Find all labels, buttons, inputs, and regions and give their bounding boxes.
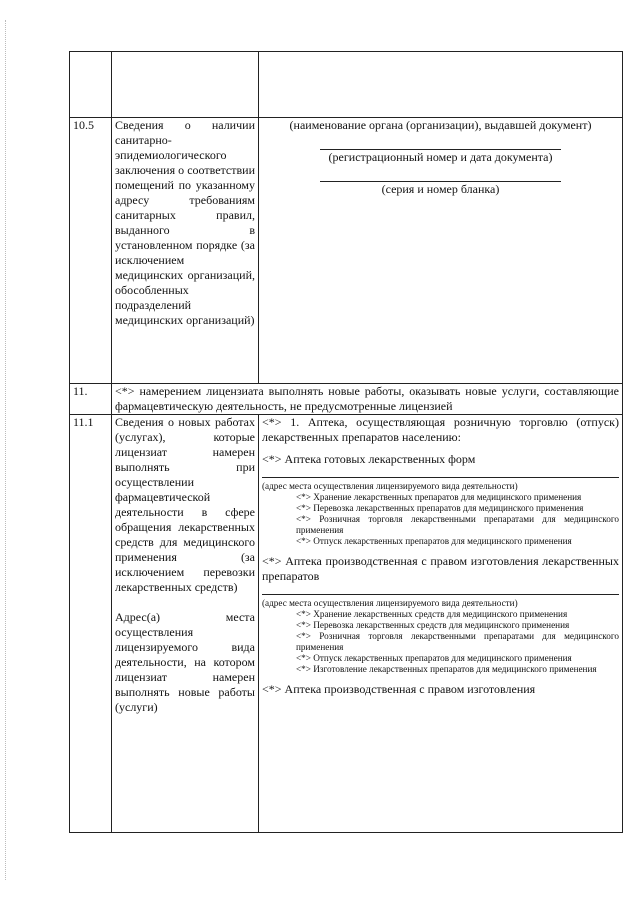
row-content-cell	[259, 52, 623, 118]
service-option: <*> Отпуск лекарственных препаратов для медицинского применения	[296, 536, 572, 546]
row-number-cell: 11.1	[70, 415, 112, 833]
table-row	[70, 118, 623, 384]
series-caption: (серия и номер бланка)	[381, 182, 500, 196]
table-row	[70, 415, 623, 833]
row-description-cell: Сведения о наличии санитарно-эпидемиологического заключения о соответствии помещений по указанному адресу требованиям санитарных правил, выданного в установленном порядке (за исключением медицинских организаций, обособленных подразделений медицинских организаций)	[112, 118, 259, 384]
row-number-cell: 10.5	[70, 118, 112, 384]
service-option: <*> Изготовление лекарственных препаратов для медицинского применения	[296, 664, 597, 674]
pharmacy-retail-heading: <*> 1. Аптека, осуществляющая розничную торговлю (отпуск) лекарственных препаратов населению:	[262, 415, 619, 444]
pharmacy-ready-forms-option: <*> Аптека готовых лекарственных форм	[262, 452, 476, 466]
scan-edge-line	[5, 20, 6, 880]
row-description-cell	[112, 415, 259, 833]
row-content-cell	[259, 415, 623, 833]
underline-field	[320, 133, 561, 150]
row-number-cell	[70, 52, 112, 118]
service-option: <*> Перевозка лекарственных препаратов для медицинского применения	[296, 503, 584, 513]
pharmacy-production-option: <*> Аптека производственная с правом изготовления лекарственных препаратов	[262, 554, 619, 583]
row-description-cell	[112, 52, 259, 118]
pharmacy-production-option: <*> Аптека производственная с правом изготовления	[262, 682, 536, 696]
address-caption: (адрес места осуществления лицензируемого вида деятельности)	[262, 481, 518, 491]
row-number-cell: 11.	[70, 384, 112, 415]
table-row	[70, 52, 623, 118]
service-option: <*> Розничная торговля лекарственными препаратами для медицинского применения	[296, 631, 619, 652]
application-table	[69, 51, 623, 833]
address-line	[262, 477, 619, 478]
issuer-caption: (наименование органа (организации), выдавшей документ)	[289, 118, 592, 132]
underline-field	[320, 165, 561, 182]
regnum-caption: (регистрационный номер и дата документа)	[328, 150, 553, 164]
service-option: <*> Розничная торговля лекарственными препаратами для медицинского применения	[296, 514, 619, 535]
new-works-description: Сведения о новых работах (услугах), которые лицензиат намерен выполнять при осуществлении фармацевтической деятельности в сфере обращения лекарственных средств для медицинского применения (за исключением перевозки лекарственных средств)	[115, 415, 255, 594]
service-option: <*> Отпуск лекарственных препаратов для медицинского применения	[296, 653, 572, 663]
address-line	[262, 594, 619, 595]
row-merged-cell: <*> намерением лицензиата выполнять новые работы, оказывать новые услуги, составляющие фармацевтическую деятельность, не предусмотренные лицензией	[112, 384, 623, 415]
service-option: <*> Хранение лекарственных средств для медицинского применения	[296, 609, 568, 619]
service-option: <*> Перевозка лекарственных средств для медицинского применения	[296, 620, 570, 630]
row-content-cell	[259, 118, 623, 384]
address-description: Адрес(а) места осуществления лицензируемого вида деятельности, на котором лицензиат намерен выполнять новые работы (услуги)	[115, 610, 255, 714]
address-caption: (адрес места осуществления лицензируемого вида деятельности)	[262, 598, 518, 608]
table-row	[70, 384, 623, 415]
service-option: <*> Хранение лекарственных препаратов для медицинского применения	[296, 492, 582, 502]
